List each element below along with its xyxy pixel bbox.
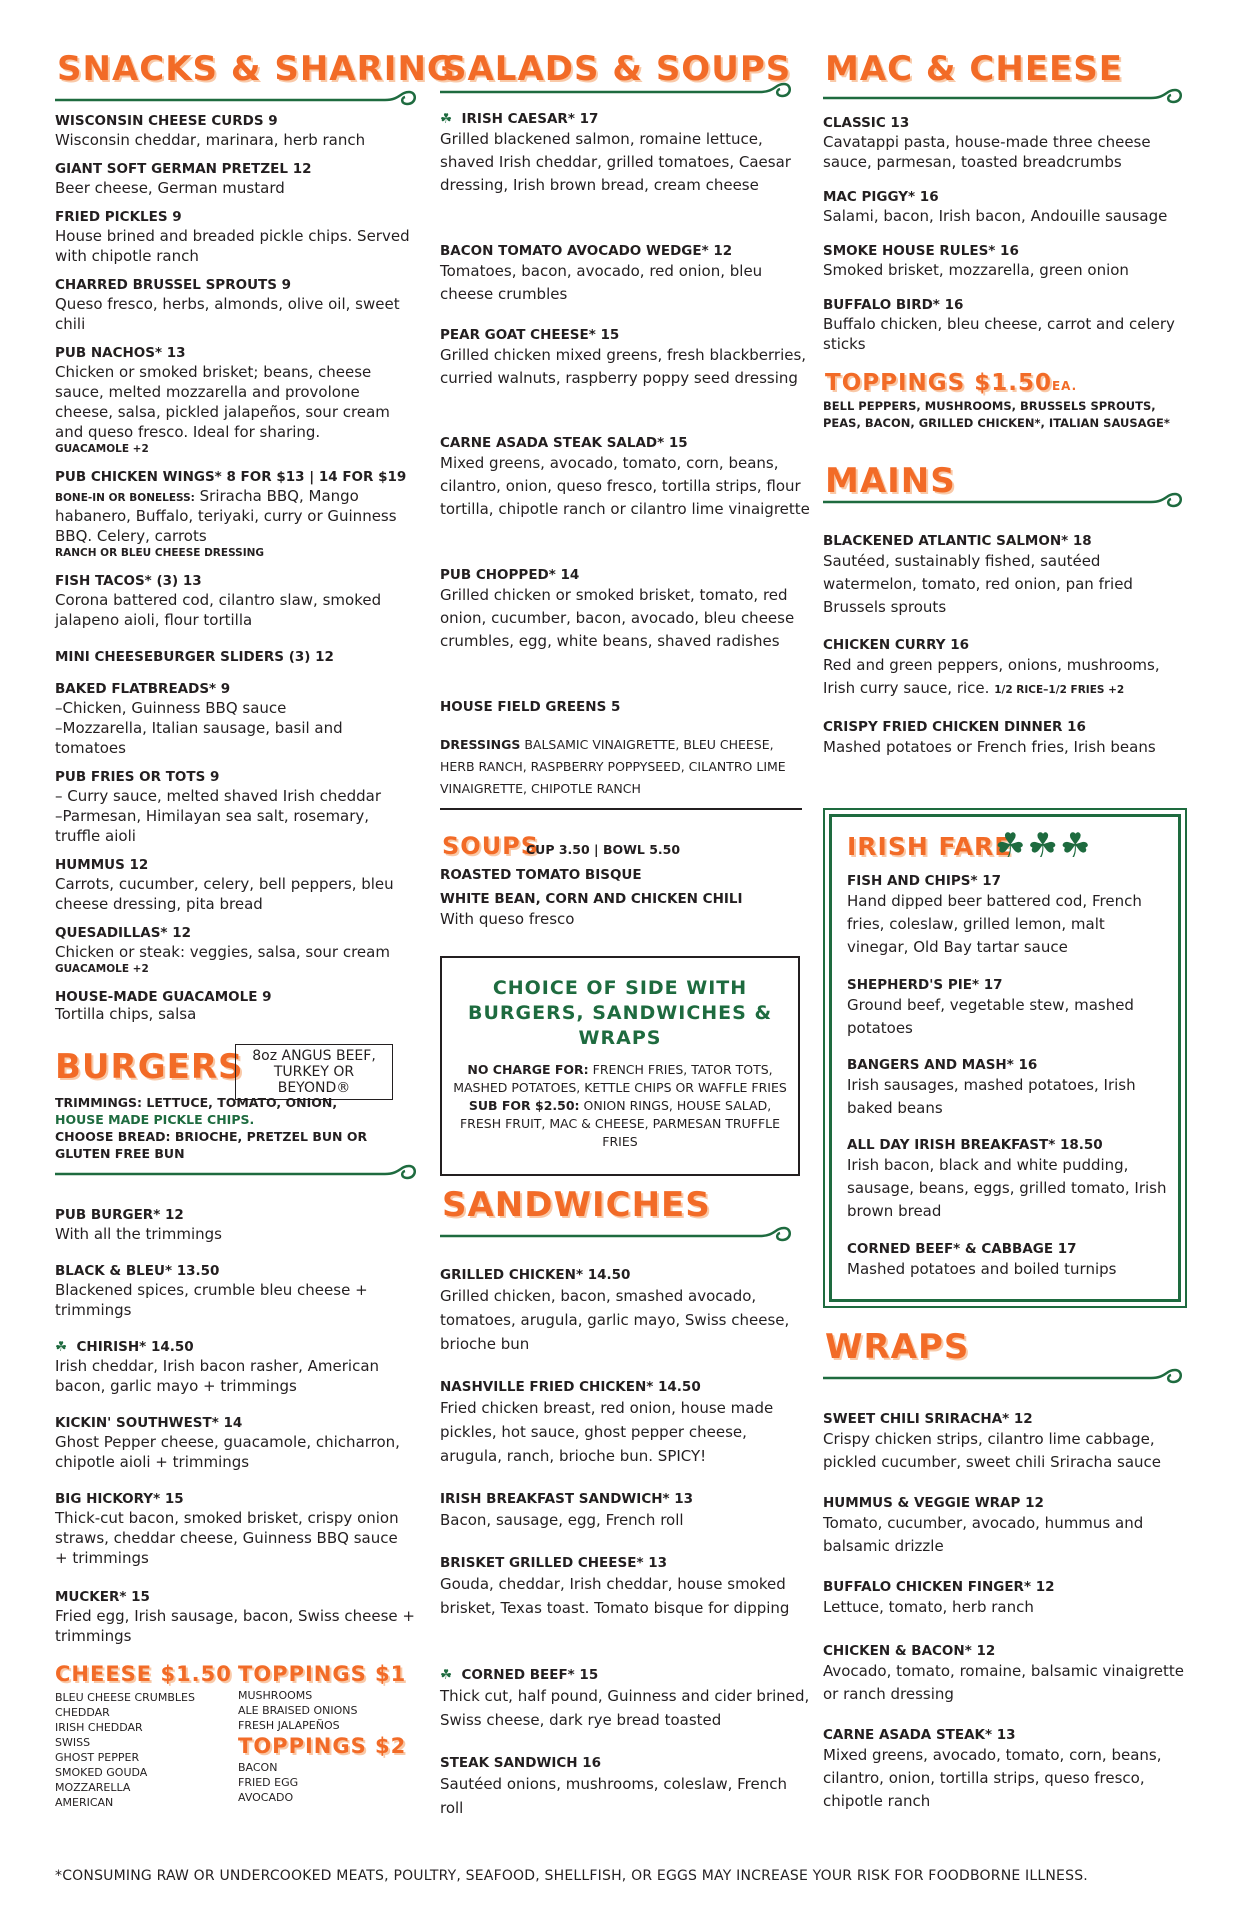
mac-toppings-label: TOPPINGS $1.50: [825, 370, 1052, 396]
cheese-option: MOZZARELLA: [55, 1781, 131, 1794]
menu-item: [823, 1494, 1185, 1558]
item-name: MUCKER* 15: [55, 1589, 150, 1605]
item-desc: Mashed potatoes or French fries, Irish beans: [823, 738, 1156, 756]
item-name: CARNE ASADA STEAK SALAD* 15: [440, 435, 688, 451]
item-name: HUMMUS & VEGGIE WRAP 12: [823, 1495, 1044, 1511]
menu-item: [440, 110, 810, 197]
menu-item: [55, 208, 415, 266]
item-desc: Tomatoes, bacon, avocado, red onion, bleu cheese crumbles: [440, 262, 763, 303]
shamrock-icon: ☘: [440, 111, 453, 127]
toppings1-list: [238, 1688, 358, 1733]
no-charge-lead: NO CHARGE FOR:: [467, 1062, 589, 1077]
item-desc: Grilled chicken, bacon, smashed avocado, tomatoes, arugula, garlic mayo, Swiss cheese, brioche bun: [440, 1287, 790, 1353]
item-desc: Fried egg, Irish sausage, bacon, Swiss cheese + trimmings: [55, 1607, 415, 1645]
item-name: BLACK & BLEU* 13.50: [55, 1263, 220, 1279]
topping-option: BACON: [238, 1761, 278, 1774]
menu-item: [847, 976, 1167, 1040]
no-charge-list: FRENCH FRIES, TATOR TOTS, MASHED POTATOES, KETTLE CHIPS OR WAFFLE FRIES: [453, 1062, 787, 1095]
item-name: IRISH CAESAR* 17: [461, 111, 599, 127]
menu-item: [55, 468, 415, 560]
mac-toppings-title: [825, 372, 1077, 395]
menu-item: [55, 572, 415, 630]
item-desc: Fried chicken breast, red onion, house made pickles, hot sauce, ghost pepper cheese, arugula, ranch, brioche bun. SPICY!: [440, 1399, 774, 1465]
item-desc: Irish bacon, black and white pudding, sausage, beans, eggs, grilled tomato, Irish brown bread: [847, 1156, 1167, 1220]
section-title-burgers: BURGERS: [55, 1047, 244, 1087]
section-title-mac: MAC & CHEESE: [825, 49, 1123, 89]
menu-item: [55, 988, 415, 1022]
menu-item: [440, 1266, 810, 1356]
menu-item: [55, 344, 415, 456]
item-desc: Red and green peppers, onions, mushrooms, Irish curry sauce, rice.: [823, 656, 1160, 697]
item-name: BUFFALO BIRD* 16: [823, 297, 964, 313]
item-note: GUACAMOLE +2: [55, 963, 149, 975]
section-title-sandwiches: SANDWICHES: [442, 1185, 711, 1225]
item-desc: Cavatappi pasta, house-made three cheese sauce, parmesan, toasted breadcrumbs: [823, 133, 1151, 171]
toppings2-title: TOPPINGS $2: [238, 1734, 407, 1758]
menu-item: [823, 1642, 1185, 1706]
menu-item: [55, 1262, 415, 1320]
menu-item: [55, 1206, 415, 1244]
item-desc: Irish sausages, mashed potatoes, Irish baked beans: [847, 1076, 1136, 1117]
item-desc: Sautéed onions, mushrooms, coleslaw, French roll: [440, 1775, 787, 1817]
menu-item: [440, 326, 810, 390]
menu-item: [847, 1056, 1167, 1120]
item-desc: Sriracha BBQ, Mango habanero, Buffalo, teriyaki, curry or Guinness BBQ. Celery, carrots: [55, 487, 397, 545]
item-desc: –Chicken, Guinness BBQ sauce –Mozzarella, Italian sausage, basil and tomatoes: [55, 699, 343, 757]
item-name: WISCONSIN CHEESE CURDS 9: [55, 113, 278, 129]
topping-option: FRESH JALAPEÑOS: [238, 1719, 340, 1732]
item-desc: Wisconsin cheddar, marinara, herb ranch: [55, 131, 366, 149]
menu-item: [823, 532, 1185, 619]
item-desc: Smoked brisket, mozzarella, green onion: [823, 261, 1129, 279]
item-name: PUB BURGER* 12: [55, 1207, 184, 1223]
trimmings-line-3: CHOOSE BREAD: BRIOCHE, PRETZEL BUN OR GLUTEN FREE BUN: [55, 1129, 368, 1161]
item-name: CRISPY FRIED CHICKEN DINNER 16: [823, 719, 1086, 735]
scroll-rule-divider: [55, 1162, 417, 1188]
cheese-option: BLEU CHEESE CRUMBLES: [55, 1691, 195, 1704]
item-note: 1/2 RICE–1/2 FRIES +2: [994, 684, 1125, 696]
burger-beef-note: 8oz ANGUS BEEF, TURKEY OR BEYOND®: [235, 1044, 393, 1100]
item-name: BANGERS AND MASH* 16: [847, 1057, 1038, 1073]
cheese-option: AMERICAN: [55, 1796, 114, 1809]
menu-item: [55, 160, 415, 198]
menu-item: [55, 276, 415, 334]
section-title-soups: SOUPS: [442, 832, 540, 860]
item-name: FISH AND CHIPS* 17: [847, 873, 1002, 889]
item-desc: Queso fresco, herbs, almonds, olive oil, sweet chili: [55, 295, 400, 333]
item-name: PUB NACHOS* 13: [55, 345, 186, 361]
item-desc: Hand dipped beer battered cod, French fries, coleslaw, grilled lemon, malt vinegar, Old Bay tartar sauce: [847, 892, 1142, 956]
scroll-rule-divider: [823, 1366, 1183, 1392]
item-name: PUB FRIES OR TOTS 9: [55, 769, 220, 785]
item-name: WHITE BEAN, CORN AND CHICKEN CHILI: [440, 891, 743, 907]
item-desc: With queso fresco: [440, 910, 575, 928]
menu-item: [55, 768, 415, 846]
item-desc: Mixed greens, avocado, tomato, corn, beans, cilantro, onion, queso fresco, tortilla strips, flour tortilla, chipotle ranch or cilantro lime vinaigrette: [440, 454, 810, 518]
item-name: CHICKEN CURRY 16: [823, 637, 970, 653]
menu-item: [823, 1410, 1185, 1474]
item-desc: House brined and breaded pickle chips. Served with chipotle ranch: [55, 227, 410, 265]
menu-item: [55, 856, 415, 914]
topping-option: AVOCADO: [238, 1791, 294, 1804]
item-name: CORNED BEEF* 15: [461, 1667, 599, 1683]
menu-item: [823, 114, 1185, 172]
item-name: ROASTED TOMATO BISQUE: [440, 867, 642, 883]
item-name: BUFFALO CHICKEN FINGER* 12: [823, 1579, 1055, 1595]
menu-item: [823, 1578, 1185, 1619]
sub-list: ONION RINGS, HOUSE SALAD, FRESH FRUIT, MAC & CHEESE, PARMESAN TRUFFLE FRIES: [459, 1098, 781, 1149]
item-name: HOUSE-MADE GUACAMOLE 9: [55, 989, 272, 1005]
topping-option: FRIED EGG: [238, 1776, 299, 1789]
item-desc: Mashed potatoes and boiled turnips: [847, 1260, 1117, 1278]
topping-option: ALE BRAISED ONIONS: [238, 1704, 358, 1717]
item-name: ALL DAY IRISH BREAKFAST* 18.50: [847, 1137, 1103, 1153]
item-desc: Thick cut, half pound, Guinness and cider brined, Swiss cheese, dark rye bread toasted: [440, 1687, 810, 1729]
menu-item: [440, 1666, 810, 1732]
topping-option: MUSHROOMS: [238, 1689, 313, 1702]
menu-item: [823, 242, 1185, 280]
item-desc: Ghost Pepper cheese, guacamole, chicharron, chipotle aioli + trimmings: [55, 1433, 400, 1471]
item-desc: Chicken or steak: veggies, salsa, sour cream: [55, 943, 390, 961]
item-name: HUMMUS 12: [55, 857, 149, 873]
item-desc: Sautéed, sustainably fished, sautéed watermelon, tomato, red onion, pan fried Brussels sprouts: [823, 552, 1133, 616]
section-divider: [440, 808, 802, 810]
item-name: GIANT SOFT GERMAN PRETZEL 12: [55, 161, 312, 177]
menu-item: [440, 890, 810, 931]
item-name: GRILLED CHICKEN* 14.50: [440, 1267, 631, 1283]
item-desc: Salami, bacon, Irish bacon, Andouille sausage: [823, 207, 1168, 225]
item-name: QUESADILLAS* 12: [55, 925, 191, 941]
menu-item: [55, 1490, 415, 1568]
trimmings-line-1: TRIMMINGS: LETTUCE, TOMATO, ONION,: [55, 1095, 338, 1110]
shamrock-icon: ☘☘☘: [995, 826, 1093, 866]
scroll-rule-divider: [823, 490, 1183, 516]
menu-item: [847, 872, 1167, 959]
menu-item: [440, 434, 810, 521]
item-name: SHEPHERD'S PIE* 17: [847, 977, 1003, 993]
cheese-option: GHOST PEPPER: [55, 1751, 140, 1764]
menu-item: [440, 1554, 810, 1620]
item-desc: Corona battered cod, cilantro slaw, smoked jalapeno aioli, flour tortilla: [55, 591, 382, 629]
item-note: GUACAMOLE +2: [55, 443, 149, 455]
menu-item: [440, 1490, 810, 1532]
trimmings-line-2: HOUSE MADE PICKLE CHIPS.: [55, 1112, 255, 1127]
item-name: SWEET CHILI SRIRACHA* 12: [823, 1411, 1033, 1427]
side-box-title: CHOICE OF SIDE WITH BURGERS, SANDWICHES & WRAPS: [467, 977, 773, 1049]
item-desc: – Curry sauce, melted shaved Irish cheddar –Parmesan, Himilayan sea salt, rosemary, truffle aioli: [55, 787, 382, 845]
side-choice-box: [440, 956, 800, 1176]
menu-item: [55, 1414, 415, 1472]
item-name: IRISH BREAKFAST SANDWICH* 13: [440, 1491, 694, 1507]
item-name: CHIRISH* 14.50: [76, 1339, 194, 1355]
item-desc: Avocado, tomato, romaine, balsamic vinaigrette or ranch dressing: [823, 1662, 1184, 1703]
item-name: PUB CHOPPED* 14: [440, 567, 580, 583]
item-desc: Grilled blackened salmon, romaine lettuce, shaved Irish cheddar, grilled tomatoes, Caesar dressing, Irish brown bread, cream cheese: [440, 130, 791, 194]
burger-trimmings: [55, 1094, 417, 1162]
item-desc: Ground beef, vegetable stew, mashed potatoes: [847, 996, 1134, 1037]
item-name: BRISKET GRILLED CHEESE* 13: [440, 1555, 667, 1571]
item-desc: Grilled chicken mixed greens, fresh blackberries, curried walnuts, raspberry poppy seed dressing: [440, 346, 807, 387]
item-desc: With all the trimmings: [55, 1225, 222, 1243]
soups-price: CUP 3.50 | BOWL 5.50: [526, 842, 681, 857]
menu-item: [440, 1754, 810, 1820]
scroll-rule-divider: [440, 1224, 792, 1250]
menu-item: [847, 1136, 1167, 1223]
shamrock-icon: ☘: [440, 1667, 453, 1683]
cheese-title: CHEESE $1.50: [55, 1662, 232, 1686]
menu-item: [55, 680, 415, 758]
menu-item: [823, 1726, 1185, 1813]
item-desc: Grilled chicken or smoked brisket, tomato, red onion, cucumber, bacon, avocado, bleu cheese crumbles, egg, white beans, shaved radishes: [440, 586, 795, 650]
menu-item: [823, 636, 1185, 702]
item-desc: Tortilla chips, salsa: [55, 1005, 197, 1023]
section-title-salads: SALADS & SOUPS: [442, 49, 792, 89]
item-name: STEAK SANDWICH 16: [440, 1755, 602, 1771]
item-name: SMOKE HOUSE RULES* 16: [823, 243, 1019, 259]
item-name: BIG HICKORY* 15: [55, 1491, 184, 1507]
item-name: MINI CHEESEBURGER SLIDERS (3) 12: [55, 649, 334, 665]
menu-item: [55, 112, 415, 150]
item-note: RANCH OR BLEU CHEESE DRESSING: [55, 547, 265, 559]
item-desc: Bacon, sausage, egg, French roll: [440, 1511, 684, 1529]
dressings-lead: DRESSINGS: [440, 737, 521, 752]
menu-item: [440, 1378, 810, 1468]
item-desc: Crispy chicken strips, cilantro lime cabbage, pickled cucumber, sweet chili Sriracha sauce: [823, 1430, 1162, 1471]
toppings1-title: TOPPINGS $1: [238, 1662, 407, 1686]
item-name: BLACKENED ATLANTIC SALMON* 18: [823, 533, 1092, 549]
item-name: CLASSIC 13: [823, 115, 910, 131]
scroll-rule-divider: [823, 86, 1183, 112]
section-title-snacks: SNACKS & SHARING: [57, 49, 456, 89]
cheese-option: IRISH CHEDDAR: [55, 1721, 143, 1734]
scroll-rule-divider: [440, 80, 792, 106]
allergy-footnote: *CONSUMING RAW OR UNDERCOOKED MEATS, POULTRY, SEAFOOD, SHELLFISH, OR EGGS MAY INCREASE YOUR RISK FOR FOODBORNE ILLNESS.: [55, 1868, 1088, 1884]
item-desc: Beer cheese, German mustard: [55, 179, 285, 197]
menu-item: [823, 718, 1185, 759]
item-desc: Buffalo chicken, bleu cheese, carrot and celery sticks: [823, 315, 1175, 353]
cheese-option: CHEDDAR: [55, 1706, 110, 1719]
scroll-rule-divider: [55, 88, 417, 114]
item-name: KICKIN' SOUTHWEST* 14: [55, 1415, 243, 1431]
item-name: CHICKEN & BACON* 12: [823, 1643, 996, 1659]
item-desc: Chicken or smoked brisket; beans, cheese sauce, melted mozzarella and provolone cheese, salsa, pickled jalapeños, sour cream and queso fresco. Ideal for sharing.: [55, 363, 390, 441]
item-name: PEAR GOAT CHEESE* 15: [440, 327, 620, 343]
sub-lead: SUB FOR $2.50:: [468, 1098, 580, 1113]
item-name: FISH TACOS* (3) 13: [55, 573, 202, 589]
item-desc: Thick-cut bacon, smoked brisket, crispy onion straws, cheddar cheese, Guinness BBQ sauce + trimmings: [55, 1509, 399, 1567]
shamrock-icon: ☘: [55, 1339, 68, 1355]
item-desc: Mixed greens, avocado, tomato, corn, beans, cilantro, onion, tortilla strips, queso fresco, chipotle ranch: [823, 1746, 1162, 1810]
item-desc: Carrots, cucumber, celery, bell peppers, bleu cheese dressing, pita bread: [55, 875, 394, 913]
cheese-option: SMOKED GOUDA: [55, 1766, 148, 1779]
section-title-wraps: WRAPS: [825, 1327, 970, 1367]
cheese-option: SWISS: [55, 1736, 91, 1749]
item-desc: Lettuce, tomato, herb ranch: [823, 1598, 1034, 1616]
menu-item: [823, 296, 1185, 354]
menu-item: [55, 924, 415, 976]
dressings-list: [440, 734, 810, 800]
item-desc: Blackened spices, crumble bleu cheese + trimmings: [55, 1281, 368, 1319]
cheese-list: [55, 1690, 195, 1810]
item-name: CORNED BEEF* & CABBAGE 17: [847, 1241, 1077, 1257]
menu-item: [55, 1588, 415, 1646]
menu-item: [440, 866, 810, 884]
menu-item: [440, 566, 810, 653]
dressings-text: BALSAMIC VINAIGRETTE, BLEU CHEESE, HERB RANCH, RASPBERRY POPPYSEED, CILANTRO LIME VINAIGRETTE, CHIPOTLE RANCH: [440, 737, 786, 796]
mac-toppings-list: BELL PEPPERS, MUSHROOMS, BRUSSELS SPROUTS, PEAS, BACON, GRILLED CHICKEN*, ITALIAN SAUSAGE*: [823, 399, 1170, 430]
item-name: PUB CHICKEN WINGS* 8 FOR $13 | 14 FOR $19: [55, 469, 407, 485]
item-name: CHARRED BRUSSEL SPROUTS 9: [55, 277, 292, 293]
item-name: BACON TOMATO AVOCADO WEDGE* 12: [440, 243, 733, 259]
section-title-mains: MAINS: [825, 461, 956, 501]
item-name: FRIED PICKLES 9: [55, 209, 182, 225]
menu-item: [847, 1240, 1167, 1281]
menu-item: [55, 648, 415, 666]
item-name: MAC PIGGY* 16: [823, 189, 939, 205]
menu-item: [55, 1338, 415, 1396]
item-desc: Irish cheddar, Irish bacon rasher, American bacon, garlic mayo + trimmings: [55, 1357, 380, 1395]
item-name: NASHVILLE FRIED CHICKEN* 14.50: [440, 1379, 701, 1395]
item-note-lead: BONE-IN OR BONELESS:: [55, 492, 195, 504]
menu-item: [440, 698, 810, 716]
item-desc: Gouda, cheddar, Irish cheddar, house smoked brisket, Texas toast. Tomato bisque for dipping: [440, 1575, 790, 1617]
toppings2-list: [238, 1760, 298, 1805]
item-name: CARNE ASADA STEAK* 13: [823, 1727, 1016, 1743]
section-title-irish: IRISH FARE: [847, 832, 1013, 861]
mac-toppings-suffix: EA.: [1051, 379, 1078, 393]
item-name: BAKED FLATBREADS* 9: [55, 681, 231, 697]
item-desc: Tomato, cucumber, avocado, hummus and balsamic drizzle: [823, 1514, 1144, 1555]
item-name: HOUSE FIELD GREENS 5: [440, 699, 621, 715]
menu-item: [440, 242, 810, 306]
menu-item: [823, 188, 1185, 226]
